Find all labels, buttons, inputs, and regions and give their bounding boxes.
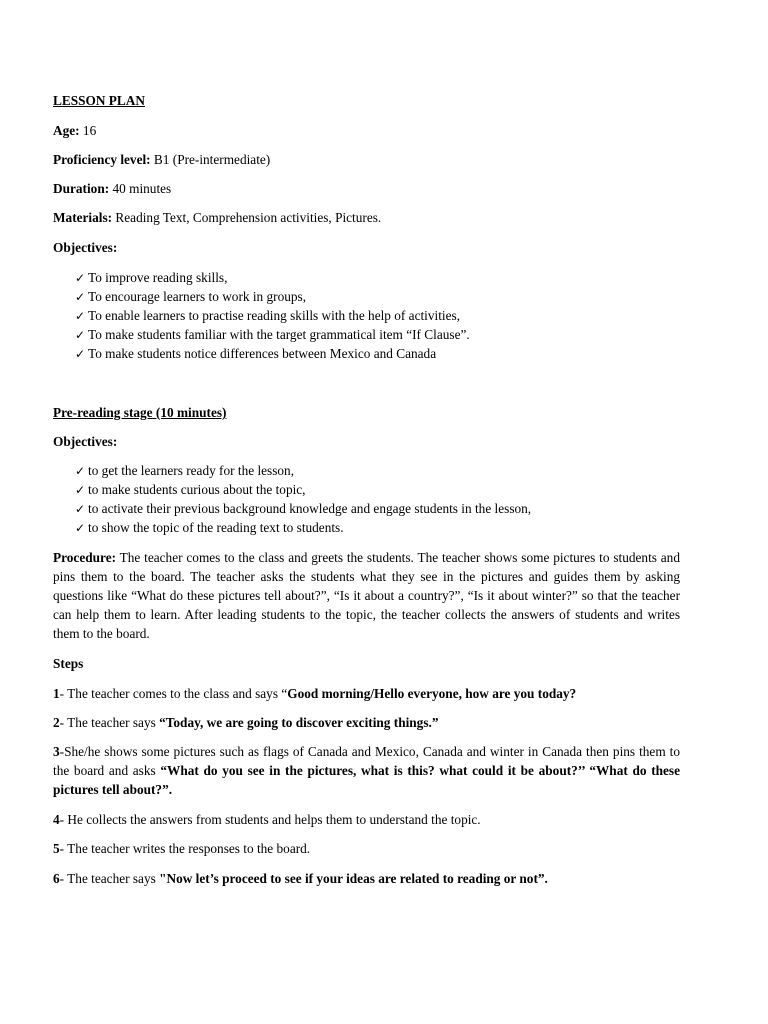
objectives-heading-text: Objectives: (53, 240, 118, 255)
field-value: 16 (82, 123, 97, 138)
checkmark-icon: ✓ (75, 271, 86, 285)
step-item (53, 742, 680, 799)
step-separator: - (59, 871, 68, 886)
checkmark-icon: ✓ (75, 483, 86, 497)
field-proficiency-level (53, 150, 680, 169)
step-item (53, 810, 680, 829)
field-materials (53, 208, 680, 227)
step-text: The teacher comes to the class and says “ (67, 686, 288, 701)
list-item-text: to show the topic of the reading text to students. (88, 520, 344, 535)
list-item (75, 461, 680, 480)
list-item-text: to make students curious about the topic, (88, 482, 306, 497)
step-item (53, 869, 680, 888)
list-item-text: To improve reading skills, (88, 270, 228, 285)
objectives-heading (53, 238, 680, 257)
objectives-list (75, 268, 680, 363)
list-item (75, 306, 680, 325)
step-quote: “What do you see in the pictures, what is this? what could it be about?’’ “What do these pictures tell about?”. (53, 763, 680, 797)
step-text: The teacher writes the responses to the board. (67, 841, 311, 856)
checkmark-icon: ✓ (75, 309, 86, 323)
step-separator: - (59, 715, 68, 730)
step-quote: "Now let’s proceed to see if your ideas are related to reading or not”. (159, 871, 548, 886)
step-quote: Good morning/Hello everyone, how are you today? (287, 686, 577, 701)
field-age (53, 121, 680, 140)
step-number: 3 (53, 744, 60, 759)
field-label: Duration: (53, 181, 110, 196)
step-quote: “Today, we are going to discover exciting things.” (159, 715, 439, 730)
list-item (75, 268, 680, 287)
list-item-text: to get the learners ready for the lesson, (88, 463, 295, 478)
pre-reading-objectives-list (75, 461, 680, 537)
pre-reading-heading (53, 403, 680, 422)
step-number: 5 (53, 841, 60, 856)
step-separator: - (59, 812, 68, 827)
field-label: Materials: (53, 210, 113, 225)
list-item (75, 518, 680, 537)
step-separator: - (59, 841, 68, 856)
steps-heading (53, 654, 680, 673)
objectives-heading-text: Objectives: (53, 434, 118, 449)
field-label: Age: (53, 123, 80, 138)
step-text: The teacher says (67, 715, 160, 730)
step-text: He collects the answers from students and helps them to understand the topic. (67, 812, 481, 827)
list-item (75, 344, 680, 363)
checkmark-icon: ✓ (75, 328, 86, 342)
field-label: Proficiency level: (53, 152, 151, 167)
list-item-text: To make students familiar with the target grammatical item “If Clause”. (88, 327, 470, 342)
procedure-label: Procedure: (53, 550, 117, 565)
title-text: LESSON PLAN (53, 93, 145, 108)
step-text: She/he shows some pictures such as flags of Canada and Mexico, Canada and winter in Canada then pins them to the board and asks (53, 744, 680, 778)
list-item (75, 325, 680, 344)
checkmark-icon: ✓ (75, 464, 86, 478)
checkmark-icon: ✓ (75, 347, 86, 361)
list-item-text: to activate their previous background knowledge and engage students in the lesson, (88, 501, 532, 516)
step-number: 2 (53, 715, 60, 730)
list-item (75, 499, 680, 518)
list-item-text: To make students notice differences between Mexico and Canada (88, 346, 437, 361)
field-duration (53, 179, 680, 198)
lesson-plan-title (53, 91, 680, 110)
step-number: 1 (53, 686, 60, 701)
checkmark-icon: ✓ (75, 502, 86, 516)
field-value: Reading Text, Comprehension activities, Pictures. (115, 210, 382, 225)
step-item (53, 713, 680, 732)
procedure-paragraph (53, 548, 680, 643)
steps-heading-text: Steps (53, 656, 84, 671)
list-item-text: To encourage learners to work in groups, (88, 289, 307, 304)
step-number: 4 (53, 812, 60, 827)
step-text: The teacher says (67, 871, 160, 886)
list-item (75, 480, 680, 499)
procedure-text: The teacher comes to the class and greets the students. The teacher shows some pictures to students and pins them to the board. The teacher asks the students what they see in the pictures and guides them by asking questions like “What do these pictures tell about?”, “Is it about a country?”, “Is it about winter?” so that the teacher can help them to learn. After leading students to the topic, the teacher collects the answers of students and writes them to the board. (53, 550, 680, 641)
field-value: 40 minutes (112, 181, 172, 196)
step-item (53, 684, 680, 703)
step-item (53, 839, 680, 858)
pre-reading-heading-text: Pre-reading stage (10 minutes) (53, 405, 227, 420)
step-number: 6 (53, 871, 60, 886)
checkmark-icon: ✓ (75, 521, 86, 535)
field-value: B1 (Pre-intermediate) (153, 152, 271, 167)
step-separator: - (59, 686, 68, 701)
checkmark-icon: ✓ (75, 290, 86, 304)
list-item-text: To enable learners to practise reading skills with the help of activities, (88, 308, 461, 323)
step-separator: - (59, 744, 65, 759)
pre-reading-objectives-heading (53, 432, 680, 451)
list-item (75, 287, 680, 306)
